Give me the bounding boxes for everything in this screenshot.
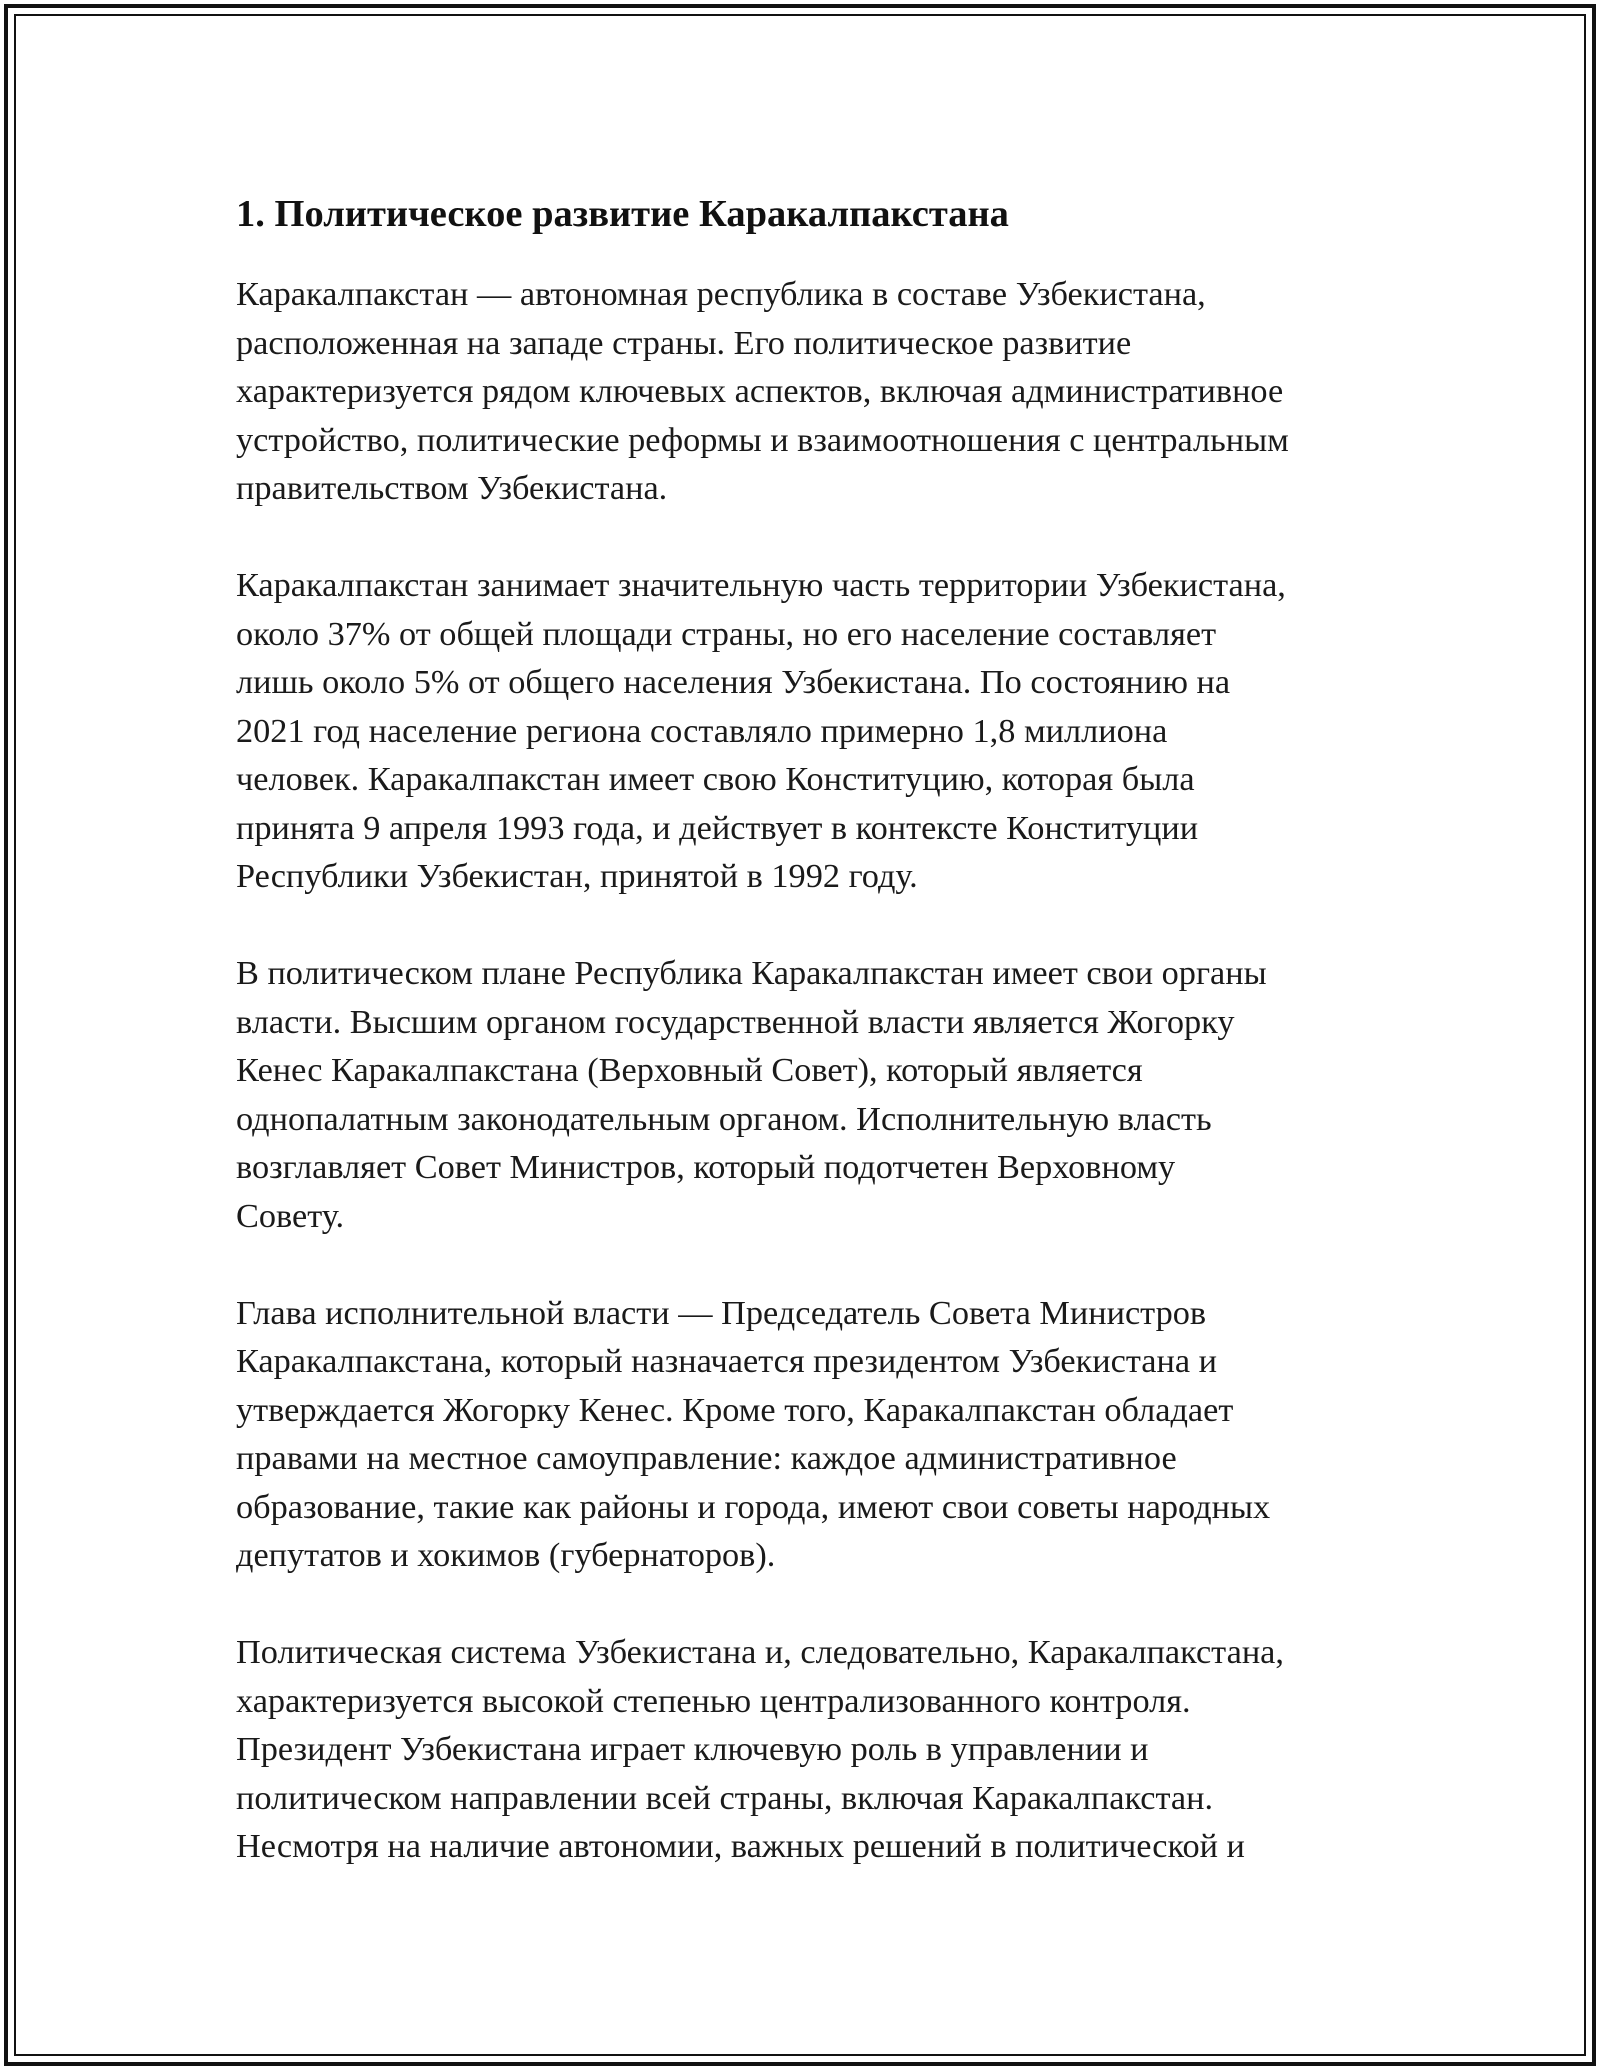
text-line: правительством Узбекистана. <box>236 469 668 507</box>
text-line: принята 9 апреля 1993 года, и действует в контексте Конституции <box>236 808 1199 847</box>
text-line: депутатов и хокимов (губернаторов). <box>236 1536 776 1574</box>
document-title: 1. Политическое развитие Каракалпакстана <box>236 193 1009 235</box>
text-line: лишь около 5% от общего населения Узбекистана. По состоянию на <box>236 663 1231 701</box>
text-line: устройство, политические реформы и взаимоотношения с центральным <box>236 420 1289 459</box>
paragraph-intro <box>236 270 1386 513</box>
text-line: возглавляет Совет Министров, который подотчетен Верховному <box>236 1148 1176 1186</box>
text-line: Несмотря на наличие автономии, важных решений в политической и <box>236 1827 1245 1865</box>
text-line: характеризуется высокой степенью централизованного контроля. <box>236 1681 1191 1720</box>
text-line: характеризуется рядом ключевых аспектов, включая административное <box>236 372 1284 410</box>
text-line: утверждается Жогорку Кенес. Кроме того, Каракалпакстан обладает <box>236 1390 1234 1429</box>
paragraph-government-bodies <box>236 949 1386 1240</box>
document-body <box>236 184 1386 1919</box>
text-line: В политическом плане Республика Каракалпакстан имеет свои органы <box>236 954 1267 992</box>
text-line: 2021 год население региона составляло примерно 1,8 миллиона <box>236 711 1168 750</box>
text-line: правами на местное самоуправление: каждое административное <box>236 1439 1177 1477</box>
paragraph-executive <box>236 1289 1386 1580</box>
text-line: около 37% от общей площади страны, но его население составляет <box>236 614 1217 653</box>
text-line: Каракалпакстан — автономная республика в составе Узбекистана, <box>236 275 1206 313</box>
paragraph-political-system <box>236 1628 1386 1871</box>
text-line: Каракалпакстана, который назначается президентом Узбекистана и <box>236 1342 1217 1380</box>
text-line: Глава исполнительной власти — Председатель Совета Министров <box>236 1293 1207 1332</box>
text-line: Президент Узбекистана играет ключевую роль в управлении и <box>236 1730 1149 1768</box>
text-line: власти. Высшим органом государственной власти является Жогорку <box>236 1002 1235 1041</box>
text-line: Политическая система Узбекистана и, следовательно, Каракалпакстана, <box>236 1633 1284 1671</box>
text-line: Каракалпакстан занимает значительную часть территории Узбекистана, <box>236 566 1286 604</box>
text-line: образование, такие как районы и города, имеют свои советы народных <box>236 1487 1271 1526</box>
text-line: однопалатным законодательным органом. Исполнительную власть <box>236 1099 1212 1138</box>
text-line: Совету. <box>236 1196 345 1235</box>
text-line: Кенес Каракалпакстана (Верховный Совет), который является <box>236 1051 1143 1089</box>
paragraph-territory <box>236 561 1386 901</box>
text-line: человек. Каракалпакстан имеет свою Конституцию, которая была <box>236 760 1195 798</box>
text-line: Республики Узбекистан, принятой в 1992 году. <box>236 857 918 895</box>
text-line: политическом направлении всей страны, включая Каракалпакстан. <box>236 1778 1214 1817</box>
text-line: расположенная на западе страны. Его политическое развитие <box>236 323 1132 362</box>
